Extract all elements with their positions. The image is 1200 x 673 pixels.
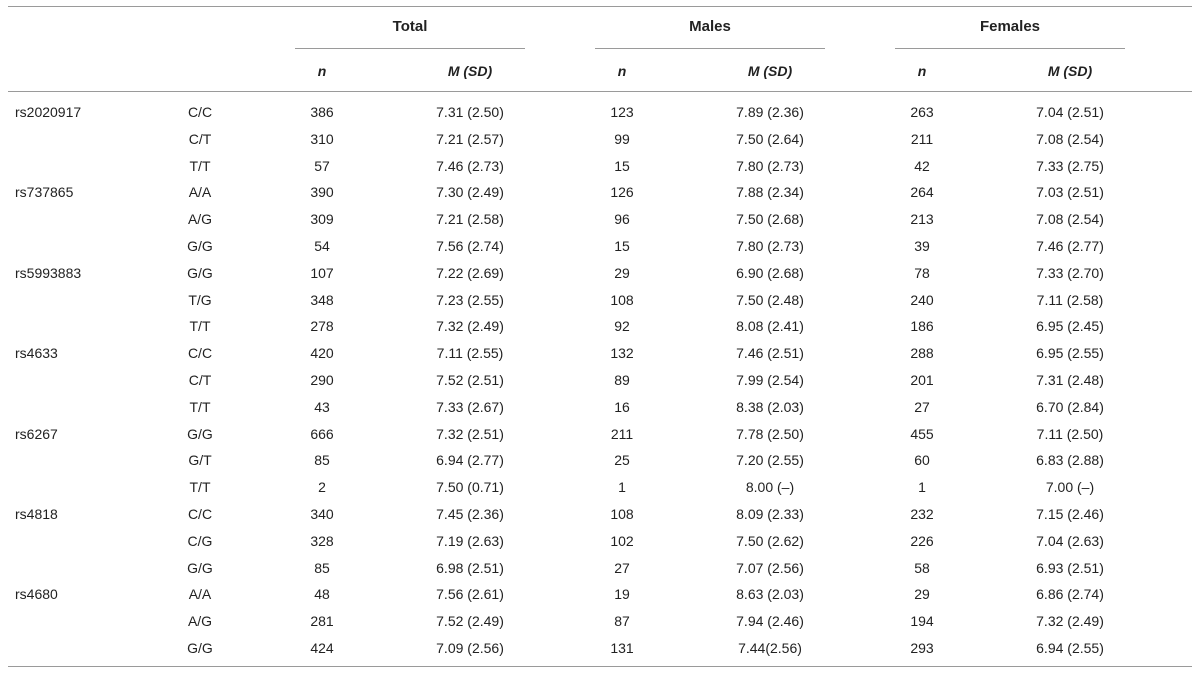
cell-males-n: 19 bbox=[614, 586, 630, 603]
cell-genotype: G/G bbox=[187, 238, 213, 254]
cell-females-msd: 7.15 (2.46) bbox=[1036, 506, 1104, 522]
cell-total-msd: 7.52 (2.49) bbox=[436, 613, 504, 630]
cell-females-n: 226 bbox=[910, 532, 934, 549]
cell-total-msd: 7.50 (0.71) bbox=[436, 479, 504, 496]
cell-males-n: 89 bbox=[614, 372, 630, 388]
cell-females-n: 39 bbox=[914, 238, 930, 254]
cell-genotype: G/G bbox=[187, 264, 213, 281]
cell-total-n: 328 bbox=[310, 532, 334, 549]
cell-females-msd: 7.11 (2.58) bbox=[1036, 291, 1104, 308]
cell-genotype: T/T bbox=[189, 318, 211, 335]
header-females: Females bbox=[979, 18, 1041, 35]
cell-males-n: 123 bbox=[610, 104, 634, 120]
cell-females-msd: 6.93 (2.51) bbox=[1036, 559, 1104, 576]
group-rule-males bbox=[595, 48, 825, 49]
cell-males-msd: 6.90 (2.68) bbox=[736, 264, 804, 281]
cell-females-n: 288 bbox=[910, 345, 934, 362]
cell-males-n: 15 bbox=[614, 157, 630, 174]
cell-total-n: 85 bbox=[314, 452, 330, 469]
subheader-total-n: n bbox=[317, 63, 327, 79]
cell-males-n: 87 bbox=[614, 613, 630, 630]
cell-genotype: A/G bbox=[187, 211, 213, 228]
cell-total-n: 309 bbox=[310, 211, 334, 228]
cell-females-msd: 7.11 (2.50) bbox=[1036, 425, 1104, 442]
cell-total-msd: 7.11 (2.55) bbox=[436, 345, 504, 362]
cell-males-msd: 7.07 (2.56) bbox=[736, 559, 804, 576]
subheader-total-msd: M (SD) bbox=[447, 63, 493, 79]
cell-total-n: 310 bbox=[310, 130, 334, 147]
cell-genotype: G/G bbox=[187, 559, 213, 576]
cell-females-msd: 7.04 (2.63) bbox=[1036, 532, 1104, 549]
cell-females-n: 29 bbox=[914, 586, 930, 603]
table-top-rule bbox=[8, 6, 1192, 7]
cell-snp: rs6267 bbox=[15, 425, 58, 442]
cell-total-msd: 7.23 (2.55) bbox=[436, 291, 504, 308]
cell-total-n: 278 bbox=[310, 318, 334, 335]
cell-males-n: 29 bbox=[614, 264, 630, 281]
cell-females-n: 60 bbox=[914, 452, 930, 469]
cell-total-msd: 7.33 (2.67) bbox=[436, 398, 504, 415]
cell-males-msd: 7.80 (2.73) bbox=[736, 238, 804, 254]
cell-males-msd: 8.08 (2.41) bbox=[736, 318, 804, 335]
cell-genotype: C/C bbox=[187, 345, 213, 362]
cell-females-msd: 7.00 (–) bbox=[1045, 479, 1095, 496]
cell-males-msd: 7.94 (2.46) bbox=[736, 613, 804, 630]
cell-females-n: 240 bbox=[910, 291, 934, 308]
cell-females-n: 263 bbox=[910, 104, 934, 120]
cell-males-n: 108 bbox=[610, 506, 634, 522]
cell-total-n: 424 bbox=[310, 640, 334, 656]
cell-males-n: 132 bbox=[610, 345, 634, 362]
cell-genotype: C/T bbox=[188, 130, 212, 147]
cell-males-msd: 8.38 (2.03) bbox=[736, 398, 804, 415]
cell-females-n: 27 bbox=[914, 398, 930, 415]
table-bottom-rule bbox=[8, 666, 1192, 667]
cell-genotype: G/G bbox=[187, 640, 213, 656]
cell-females-msd: 6.95 (2.55) bbox=[1036, 345, 1104, 362]
cell-males-msd: 7.46 (2.51) bbox=[736, 345, 804, 362]
cell-females-n: 213 bbox=[910, 211, 934, 228]
cell-males-n: 211 bbox=[610, 425, 634, 442]
cell-females-msd: 6.70 (2.84) bbox=[1036, 398, 1104, 415]
cell-females-n: 201 bbox=[910, 372, 934, 388]
cell-total-msd: 7.09 (2.56) bbox=[436, 640, 504, 656]
header-bottom-rule bbox=[8, 91, 1192, 92]
cell-total-n: 386 bbox=[310, 104, 334, 120]
group-rule-total bbox=[295, 48, 525, 49]
cell-total-n: 48 bbox=[314, 586, 330, 603]
cell-males-msd: 7.88 (2.34) bbox=[736, 184, 804, 201]
cell-males-n: 96 bbox=[614, 211, 630, 228]
cell-total-msd: 7.56 (2.74) bbox=[436, 238, 504, 254]
cell-males-msd: 7.80 (2.73) bbox=[736, 157, 804, 174]
cell-snp: rs5993883 bbox=[15, 264, 82, 281]
subheader-males-msd: M (SD) bbox=[747, 63, 793, 79]
cell-females-n: 1 bbox=[918, 479, 926, 496]
cell-females-msd: 7.31 (2.48) bbox=[1036, 372, 1104, 388]
cell-genotype: A/G bbox=[187, 613, 213, 630]
cell-females-n: 58 bbox=[914, 559, 930, 576]
cell-total-n: 2 bbox=[318, 479, 326, 496]
cell-total-n: 340 bbox=[310, 506, 334, 522]
cell-total-msd: 7.30 (2.49) bbox=[436, 184, 504, 201]
cell-males-n: 102 bbox=[610, 532, 634, 549]
cell-total-n: 85 bbox=[314, 559, 330, 576]
cell-total-n: 420 bbox=[310, 345, 334, 362]
header-males: Males bbox=[689, 18, 731, 35]
subheader-females-n: n bbox=[917, 63, 927, 79]
cell-genotype: C/C bbox=[187, 506, 213, 522]
cell-males-n: 99 bbox=[614, 130, 630, 147]
cell-males-msd: 8.00 (–) bbox=[745, 479, 795, 496]
cell-males-msd: 8.09 (2.33) bbox=[736, 506, 804, 522]
cell-total-msd: 7.22 (2.69) bbox=[436, 264, 504, 281]
cell-males-n: 25 bbox=[614, 452, 630, 469]
cell-total-msd: 7.52 (2.51) bbox=[436, 372, 504, 388]
cell-genotype: T/T bbox=[189, 398, 211, 415]
cell-males-msd: 7.50 (2.62) bbox=[736, 532, 804, 549]
cell-females-msd: 7.03 (2.51) bbox=[1036, 184, 1104, 201]
cell-total-msd: 7.21 (2.58) bbox=[436, 211, 504, 228]
cell-total-msd: 7.46 (2.73) bbox=[436, 157, 504, 174]
cell-genotype: T/T bbox=[189, 157, 211, 174]
header-total: Total bbox=[392, 18, 428, 35]
cell-snp: rs2020917 bbox=[15, 104, 82, 120]
cell-total-msd: 7.45 (2.36) bbox=[436, 506, 504, 522]
cell-males-n: 131 bbox=[610, 640, 634, 656]
cell-females-msd: 7.33 (2.75) bbox=[1036, 157, 1104, 174]
cell-females-n: 232 bbox=[910, 506, 934, 522]
cell-females-msd: 7.33 (2.70) bbox=[1036, 264, 1104, 281]
cell-females-msd: 6.83 (2.88) bbox=[1036, 452, 1104, 469]
cell-total-n: 54 bbox=[314, 238, 330, 254]
cell-females-n: 78 bbox=[914, 264, 930, 281]
cell-total-msd: 7.19 (2.63) bbox=[436, 532, 504, 549]
cell-males-n: 27 bbox=[614, 559, 630, 576]
cell-males-n: 108 bbox=[610, 291, 634, 308]
cell-total-n: 666 bbox=[310, 425, 334, 442]
cell-females-n: 42 bbox=[914, 157, 930, 174]
cell-females-msd: 7.04 (2.51) bbox=[1036, 104, 1104, 120]
cell-males-msd: 7.78 (2.50) bbox=[736, 425, 804, 442]
cell-females-n: 293 bbox=[910, 640, 934, 656]
cell-females-n: 211 bbox=[910, 130, 934, 147]
cell-genotype: G/T bbox=[188, 452, 212, 469]
group-rule-females bbox=[895, 48, 1125, 49]
cell-females-n: 186 bbox=[910, 318, 934, 335]
cell-females-n: 194 bbox=[910, 613, 934, 630]
cell-males-n: 16 bbox=[614, 398, 630, 415]
cell-genotype: A/A bbox=[188, 184, 212, 201]
subheader-males-n: n bbox=[617, 63, 627, 79]
cell-females-msd: 7.32 (2.49) bbox=[1036, 613, 1104, 630]
cell-males-msd: 7.20 (2.55) bbox=[736, 452, 804, 469]
cell-genotype: C/T bbox=[188, 372, 212, 388]
cell-total-msd: 6.98 (2.51) bbox=[436, 559, 504, 576]
cell-total-msd: 7.32 (2.49) bbox=[436, 318, 504, 335]
cell-total-msd: 7.31 (2.50) bbox=[436, 104, 504, 120]
cell-males-msd: 7.89 (2.36) bbox=[736, 104, 804, 120]
cell-males-msd: 7.44(2.56) bbox=[738, 640, 802, 656]
cell-snp: rs4818 bbox=[15, 506, 58, 522]
cell-genotype: G/G bbox=[187, 425, 213, 442]
cell-females-msd: 6.86 (2.74) bbox=[1036, 586, 1104, 603]
subheader-females-msd: M (SD) bbox=[1047, 63, 1093, 79]
cell-males-msd: 7.50 (2.68) bbox=[736, 211, 804, 228]
cell-genotype: T/T bbox=[189, 479, 211, 496]
cell-snp: rs737865 bbox=[15, 184, 74, 201]
cell-total-msd: 6.94 (2.77) bbox=[436, 452, 504, 469]
cell-females-msd: 7.08 (2.54) bbox=[1036, 211, 1104, 228]
cell-females-msd: 6.94 (2.55) bbox=[1036, 640, 1104, 656]
cell-total-n: 390 bbox=[310, 184, 334, 201]
cell-genotype: C/G bbox=[187, 532, 213, 549]
cell-total-n: 43 bbox=[314, 398, 330, 415]
cell-males-n: 92 bbox=[614, 318, 630, 335]
cell-males-n: 126 bbox=[610, 184, 634, 201]
cell-males-n: 1 bbox=[618, 479, 626, 496]
cell-total-n: 348 bbox=[310, 291, 334, 308]
cell-females-n: 455 bbox=[910, 425, 934, 442]
cell-females-msd: 6.95 (2.45) bbox=[1036, 318, 1104, 335]
cell-males-msd: 7.99 (2.54) bbox=[736, 372, 804, 388]
cell-genotype: C/C bbox=[187, 104, 213, 120]
cell-males-msd: 8.63 (2.03) bbox=[736, 586, 804, 603]
cell-total-n: 107 bbox=[310, 264, 334, 281]
cell-females-n: 264 bbox=[910, 184, 934, 201]
cell-males-n: 15 bbox=[614, 238, 630, 254]
cell-snp: rs4680 bbox=[15, 586, 58, 603]
cell-females-msd: 7.08 (2.54) bbox=[1036, 130, 1104, 147]
cell-males-msd: 7.50 (2.48) bbox=[736, 291, 804, 308]
cell-total-msd: 7.56 (2.61) bbox=[436, 586, 504, 603]
cell-genotype: T/G bbox=[188, 291, 212, 308]
cell-genotype: A/A bbox=[188, 586, 212, 603]
cell-total-n: 281 bbox=[310, 613, 334, 630]
cell-males-msd: 7.50 (2.64) bbox=[736, 130, 804, 147]
cell-snp: rs4633 bbox=[15, 345, 58, 362]
cell-total-msd: 7.32 (2.51) bbox=[436, 425, 504, 442]
cell-total-msd: 7.21 (2.57) bbox=[436, 130, 504, 147]
cell-females-msd: 7.46 (2.77) bbox=[1036, 238, 1104, 254]
cell-total-n: 290 bbox=[310, 372, 334, 388]
cell-total-n: 57 bbox=[314, 157, 330, 174]
